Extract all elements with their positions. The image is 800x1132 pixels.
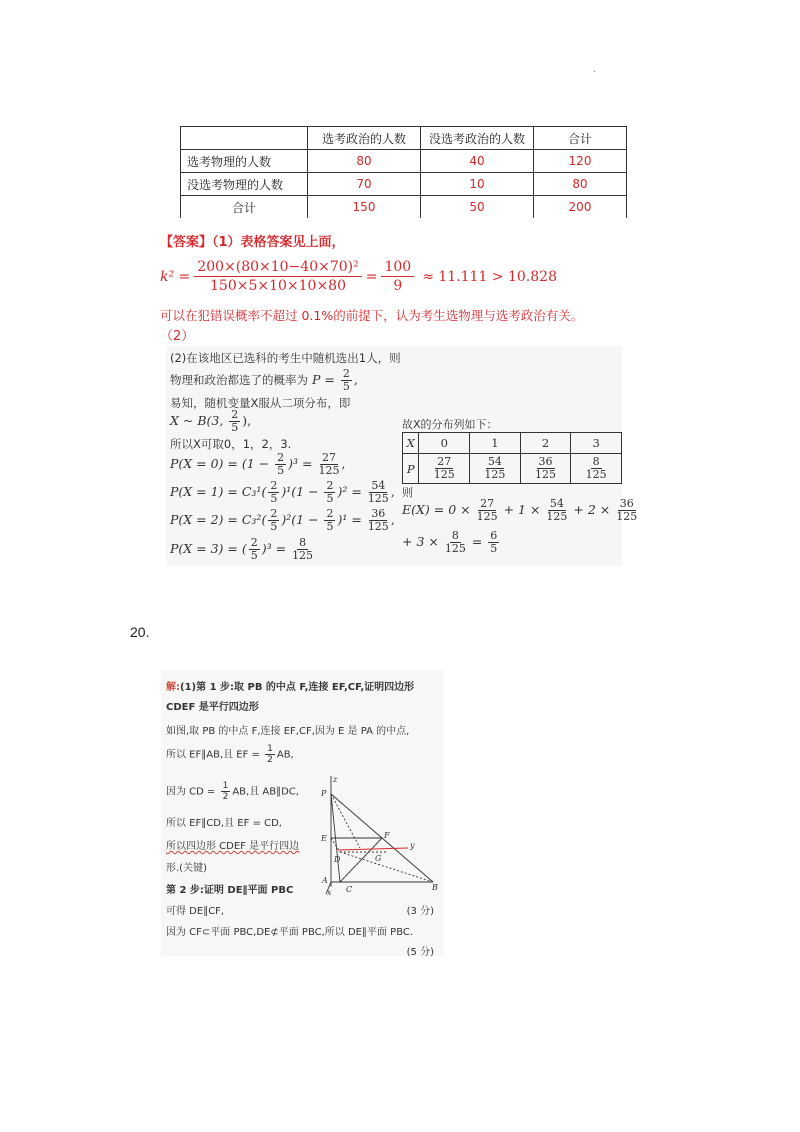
math-span: )² = — [337, 484, 362, 499]
denominator: 125 — [433, 468, 455, 481]
math-fraction — [324, 508, 335, 533]
table-cell — [470, 454, 521, 484]
label-C: C — [346, 885, 353, 894]
math-fraction — [546, 498, 567, 523]
text-line: CDEF 是平行四边形 — [166, 702, 259, 713]
denominator: 5 — [342, 380, 350, 393]
denominator: 125 — [484, 468, 506, 481]
math-span: X ~ B(3, — [170, 413, 224, 428]
prob-line — [170, 537, 315, 562]
denominator: 125 — [292, 549, 314, 562]
chi-square-formula — [160, 259, 557, 294]
text-line: 易知，随机变量X服从二项分布，即 — [170, 396, 351, 410]
text-line: 所以X可取0，1，2，3. — [170, 437, 292, 451]
math-span: + 1 × — [503, 502, 541, 517]
math-fraction — [265, 744, 275, 765]
table-header-cell: 选考政治的人数 — [308, 127, 421, 150]
denominator: 125 — [616, 510, 638, 523]
distribution-table — [402, 432, 622, 484]
denominator: 125 — [444, 542, 466, 555]
table-cell: 80 — [308, 150, 421, 173]
part2-solution-block — [166, 346, 638, 566]
approx-value: ≈ 11.111 > 10.828 — [422, 268, 557, 285]
label-F: F — [384, 831, 390, 840]
page-mark: . — [593, 64, 597, 75]
table-cell: 150 — [308, 196, 421, 219]
answer-label: 【答案】（1）表格答案见上面， — [160, 235, 345, 250]
text-span: 物理和政治都选了的概率为 — [170, 373, 308, 387]
math-fraction — [586, 456, 607, 481]
equals-sign: = — [365, 268, 378, 285]
numerator: 1 — [222, 781, 229, 791]
table-header-cell: 合计 — [534, 127, 627, 150]
text-line — [166, 781, 299, 802]
question-number: 20. — [130, 624, 150, 640]
math-span: P(X = 1) = C₃¹( — [170, 484, 267, 499]
numerator: 36 — [619, 497, 634, 510]
table-cell — [571, 454, 622, 484]
prob-line: P(X = 0) = (1 − $\frac{2}{5}$ )³ = $\frac{27}{125}$ , — [170, 451, 346, 477]
math-span: P(X = 2) = C₃²( — [170, 512, 267, 527]
prob-line: P(X = 1) = C₃¹( $\frac{2}{5}$ )¹(1 − $\frac{2}{5}$ )² = $\frac{54}{125}$ , — [170, 479, 395, 505]
table-header-row — [181, 127, 627, 150]
math-fraction — [249, 537, 260, 562]
math-fraction — [221, 781, 231, 802]
expectation-line — [402, 530, 501, 555]
text-span: 所以 EF∥AB,且 EF = — [166, 749, 260, 761]
denominator: 5 — [270, 492, 278, 505]
label-B: B — [432, 883, 438, 892]
fraction-denominator: 150×5×10×10×80 — [210, 278, 346, 294]
fraction-denominator: 9 — [393, 278, 403, 294]
text-line: X ~ B(3, $\frac{2}{5}$ ), — [170, 408, 252, 434]
label-y: y — [410, 841, 415, 850]
contingency-table — [180, 126, 627, 218]
math-fraction — [477, 498, 498, 523]
label-E: E — [321, 834, 327, 843]
math-fraction — [445, 530, 466, 555]
denominator: 5 — [250, 549, 258, 562]
math-fraction — [268, 508, 279, 533]
table-header-cell — [181, 127, 308, 150]
label-x: x — [327, 888, 332, 896]
label-A: A — [322, 876, 328, 885]
text-line: 因为 CF⊂平面 PBC,DE⊄平面 PBC,所以 DE∥平面 PBC. — [166, 927, 414, 938]
score-note: (5 分) — [406, 947, 434, 958]
numerator: 2 — [270, 479, 278, 492]
denominator: 125 — [367, 492, 389, 505]
k-square-lhs: k² = — [160, 268, 191, 285]
denominator: 125 — [535, 468, 556, 481]
math-span: P = — [311, 372, 335, 387]
pyramid-figure — [318, 774, 440, 896]
table-cell: X — [403, 433, 419, 454]
numerator: 1 — [267, 744, 273, 754]
numerator: 6 — [490, 529, 498, 542]
math-fraction — [368, 480, 389, 505]
math-fraction — [275, 452, 286, 477]
text-line: 所以 EF∥CD,且 EF = CD, — [166, 818, 282, 829]
math-span: )²(1 − — [281, 512, 319, 527]
solution-label: 解: — [166, 682, 180, 693]
solution-block — [161, 670, 444, 956]
row-label: 合计 — [181, 196, 308, 219]
numerator: 54 — [487, 455, 502, 468]
math-span: )³ = — [261, 541, 287, 556]
math-span: ) — [242, 413, 248, 428]
table-row — [403, 433, 622, 454]
table-cell: 40 — [421, 150, 534, 173]
numerator: 27 — [480, 497, 495, 510]
denominator: 5 — [277, 464, 285, 477]
numerator: 2 — [270, 507, 278, 520]
text-line — [166, 678, 414, 693]
table-cell: 70 — [308, 173, 421, 196]
denominator: 2 — [267, 755, 273, 765]
math-fraction — [292, 537, 313, 562]
denominator: 125 — [318, 464, 340, 477]
math-span: + 3 × — [402, 534, 439, 549]
math-span: = — [471, 534, 483, 549]
numerator: 27 — [321, 451, 336, 464]
row-label: 没选考物理的人数 — [181, 173, 308, 196]
score-note: (3 分) — [406, 906, 434, 917]
numerator: 2 — [250, 536, 258, 549]
text-line — [166, 744, 294, 765]
denominator: 5 — [326, 520, 334, 533]
numerator: 36 — [371, 507, 386, 520]
math-fraction — [616, 498, 637, 523]
math-fraction — [268, 480, 279, 505]
numerator: 2 — [326, 507, 334, 520]
text-line: 所以四边形 CDEF 是平行四边 — [166, 841, 300, 852]
table-cell: 50 — [421, 196, 534, 219]
label-D: D — [334, 855, 341, 864]
text-line: 如图,取 PB 的中点 F,连接 EF,CF,因为 E 是 PA 的中点, — [166, 726, 410, 737]
prob-line: P(X = 2) = C₃²( $\frac{2}{5}$ )²(1 − $\frac{2}{5}$ )¹ = $\frac{36}{125}$ , — [170, 507, 395, 533]
dist-title: 故X的分布列如下： — [402, 418, 498, 431]
row-label: 选考物理的人数 — [181, 150, 308, 173]
math-span: )¹(1 − — [281, 484, 319, 499]
text-line: 形.(关键) — [166, 863, 207, 874]
math-fraction — [341, 368, 352, 393]
table-cell: 10 — [421, 173, 534, 196]
numerator: 8 — [451, 529, 459, 542]
table-cell — [419, 454, 470, 484]
math-fraction — [488, 530, 499, 555]
math-fraction — [324, 480, 335, 505]
table-row — [181, 173, 627, 196]
math-fraction — [318, 452, 339, 477]
fraction-numerator: 100 — [381, 259, 414, 277]
math-span: P(X = 0) = (1 − — [170, 456, 270, 471]
table-row — [181, 150, 627, 173]
numerator: 8 — [299, 536, 307, 549]
main-fraction — [194, 259, 361, 294]
part2-label: （2） — [160, 329, 195, 344]
math-span: )¹ = — [337, 512, 362, 527]
table-cell: 0 — [419, 433, 470, 454]
step-title: (1)第 1 步:取 PB 的中点 F,连接 EF,CF,证明四边形 — [180, 682, 415, 693]
numerator: 8 — [592, 455, 600, 468]
numerator: 27 — [437, 455, 452, 468]
label-G: G — [375, 854, 382, 863]
math-span: )³ = — [288, 456, 313, 471]
conclusion-text: 可以在犯错误概率不超过 0.1%的前提下，认为考生选物理与选考政治有关。 — [160, 308, 584, 323]
text-line: (2)在该地区已选科的考生中随机选出1人，则 — [170, 351, 401, 365]
math-fraction — [368, 508, 389, 533]
math-span: E(X) = 0 × — [402, 502, 471, 517]
table-cell: 200 — [534, 196, 627, 219]
table-cell — [520, 454, 571, 484]
denominator: 125 — [546, 510, 568, 523]
denominator: 5 — [326, 492, 334, 505]
table-header-cell: 没选考政治的人数 — [421, 127, 534, 150]
table-row — [181, 196, 627, 219]
fraction-numerator: 200×(80×10−40×70)² — [194, 259, 361, 277]
table-cell: P — [403, 454, 419, 484]
then-text: 则 — [402, 486, 413, 499]
denominator: 125 — [476, 510, 498, 523]
text-line: 第 2 步:证明 DE∥平面 PBC — [166, 885, 294, 896]
text-span: 因为 CD = — [166, 786, 216, 798]
numerator: 54 — [549, 497, 564, 510]
text-span: AB, — [276, 749, 294, 761]
math-fraction — [434, 456, 455, 481]
numerator: 54 — [371, 479, 386, 492]
table-cell: 3 — [571, 433, 622, 454]
numerator: 2 — [326, 479, 334, 492]
math-span: P(X = 3) = ( — [170, 541, 247, 556]
denominator: 5 — [270, 520, 278, 533]
second-fraction — [381, 259, 414, 294]
text-line: 可得 DE∥CF, — [166, 906, 225, 917]
table-cell: 80 — [534, 173, 627, 196]
math-span: + 2 × — [573, 502, 611, 517]
label-z: z — [333, 775, 338, 784]
math-fraction — [484, 456, 505, 481]
table-cell: 120 — [534, 150, 627, 173]
text-span: AB,且 AB∥DC, — [232, 786, 299, 798]
table-row — [403, 454, 622, 484]
numerator: 2 — [231, 408, 239, 421]
text-line: 物理和政治都选了的概率为 P = $\frac{2}{5}$ , — [170, 367, 358, 393]
table-cell: 1 — [470, 433, 521, 454]
numerator: 2 — [277, 451, 285, 464]
table-cell: 2 — [520, 433, 571, 454]
label-P: P — [321, 789, 327, 798]
numerator: 2 — [342, 367, 350, 380]
math-fraction — [229, 409, 240, 434]
numerator: 36 — [538, 455, 553, 468]
expectation-line — [402, 498, 639, 523]
denominator: 5 — [490, 542, 498, 555]
denominator: 5 — [231, 421, 239, 434]
denominator: 2 — [222, 792, 229, 802]
math-fraction — [535, 456, 556, 481]
denominator: 125 — [585, 468, 607, 481]
denominator: 125 — [367, 520, 389, 533]
